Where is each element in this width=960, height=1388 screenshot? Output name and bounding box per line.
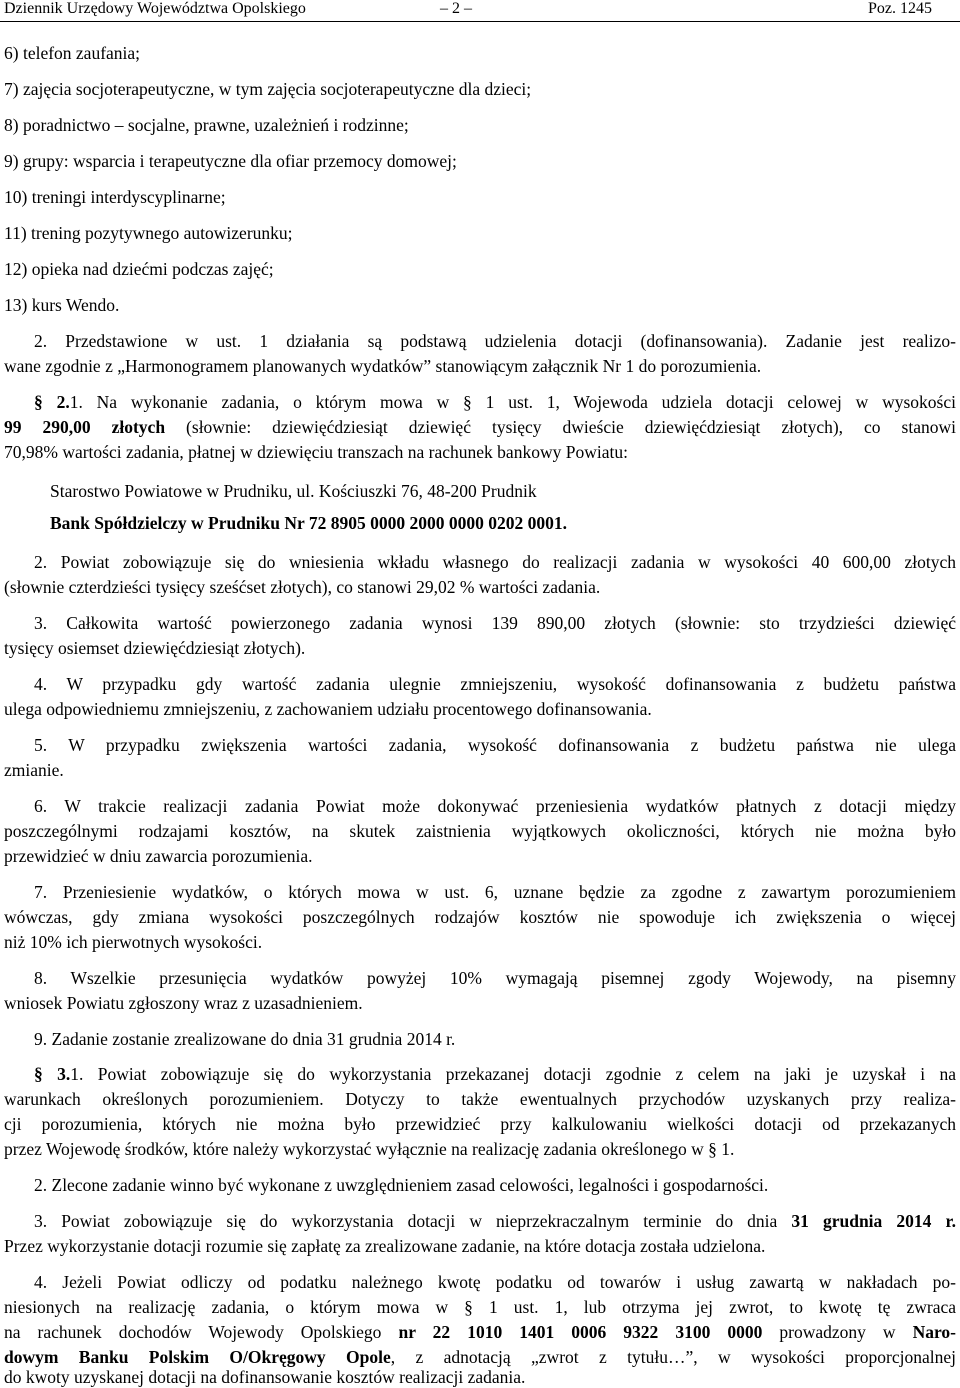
- bank-account-line: Bank Spółdzielczy w Prudniku Nr 72 8905 0000 2000 0000 0202 0001.: [50, 513, 567, 533]
- paragraph-line: 8. Wszelkie przesunięcia wydatków powyżej 10% wymagają pisemnej zgody Wojewody, na pisemny: [34, 968, 956, 988]
- list-item: 12) opieka nad dziećmi podczas zajęć;: [4, 259, 274, 279]
- paragraph-line: 5. W przypadku zwiększenia wartości zadania, wysokość dofinansowania z budżetu państwa nie ulega: [34, 735, 956, 755]
- paragraph-line: 2. Zlecone zadanie winno być wykonane z uwzględnieniem zasad celowości, legalności i gospodarności.: [34, 1175, 769, 1195]
- paragraph-line: do kwoty uzyskanej dotacji na dofinansowanie kosztów realizacji zadania.: [4, 1367, 526, 1387]
- list-item: 9) grupy: wsparcia i terapeutyczne dla ofiar przemocy domowej;: [4, 151, 457, 171]
- list-item: 8) poradnictwo – socjalne, prawne, uzależnień i rodzinne;: [4, 115, 409, 135]
- paragraph-line: 4. Jeżeli Powiat odliczy od podatku należnego kwotę podatku od towarów i usług zawartą w nakładach po-: [34, 1272, 956, 1292]
- account-number-bold: nr 22 1010 1401 0006 9322 3100 0000: [398, 1322, 763, 1342]
- paragraph-line: 6. W trakcie realizacji zadania Powiat może dokonywać przeniesienia wydatków płatnych z dotacji między: [34, 796, 956, 816]
- paragraph-line: 2. Powiat zobowiązuje się do wniesienia wkładu własnego do realizacji zadania w wysokości 40 600,00 złotych: [34, 552, 956, 572]
- paragraph-line: 3. Całkowita wartość powierzonego zadania wynosi 139 890,00 złotych (słownie: sto trzydzieści dziewięć: [34, 613, 956, 633]
- section-2-1-line: 70,98% wartości zadania, płatnej w dziewięciu transzach na rachunek bankowy Powiatu:: [4, 442, 628, 462]
- paragraph-line: Przez wykorzystanie dotacji rozumie się zapłatę za zrealizowane zadanie, na które dotacja została udzielona.: [4, 1236, 766, 1256]
- section-mark: § 2.: [34, 392, 70, 412]
- address-line: Starostwo Powiatowe w Prudniku, ul. Kościuszki 76, 48-200 Prudnik: [50, 481, 537, 501]
- paragraph-line: 3. Powiat zobowiązuje się do wykorzystania dotacji w nieprzekraczalnym terminie do dnia 31 grudnia 2014 r.: [34, 1211, 956, 1231]
- list-item: 10) treningi interdyscyplinarne;: [4, 187, 226, 207]
- paragraph-line: przez Wojewodę środków, które należy wykorzystać wyłącznie na realizację zadania określonego w § 1.: [4, 1139, 735, 1159]
- paragraph-line: 2. Przedstawione w ust. 1 działania są podstawą udzielenia dotacji (dofinansowania). Zadanie jest realizo-: [34, 331, 956, 351]
- journal-title: Dziennik Urzędowy Województwa Opolskiego: [4, 0, 306, 17]
- paragraph-line: przewidzieć w dniu zawarcia porozumienia.: [4, 846, 313, 866]
- deadline-bold: 31 grudnia 2014 r.: [791, 1211, 956, 1231]
- paragraph-line: na rachunek dochodów Wojewody Opolskiego nr 22 1010 1401 0006 9322 3100 0000 prowadzony w Naro-: [4, 1322, 957, 1342]
- paragraph-line: 7. Przeniesienie wydatków, o których mowa w ust. 6, uznane będzie za zgodne z zawartym porozumieniem: [34, 882, 956, 902]
- paragraph-line: tysięcy osiemset dziewięćdziesiąt złotych).: [4, 638, 306, 658]
- section-2-1-line: 99 290,00 złotych (słownie: dziewięćdziesiąt dziewięć tysięcy dwieście dziewięćdziesiąt złotych), co stanowi: [4, 417, 956, 437]
- paragraph-line: warunkach określonych porozumieniem. Dotyczy to także ewentualnych przychodów uzyskanych przy realiza-: [4, 1089, 956, 1109]
- page-number: – 2 –: [440, 0, 472, 17]
- paragraph-line: cji porozumienia, których nie można było przewidzieć przy kalkulowaniu wielkości dotacji od przekazanych: [4, 1114, 956, 1134]
- paragraph-line: ulega odpowiedniemu zmniejszeniu, z zachowaniem udziału procentowego dofinansowania.: [4, 699, 652, 719]
- paragraph-line: dowym Banku Polskim O/Okręgowy Opole, z adnotacją „zwrot z tytułu…”, w wysokości proporcjonalnej: [4, 1347, 956, 1367]
- list-item: 11) trening pozytywnego autowizerunku;: [4, 223, 293, 243]
- paragraph-line: 9. Zadanie zostanie zrealizowane do dnia 31 grudnia 2014 r.: [34, 1029, 456, 1049]
- paragraph-line: niesionych na realizację zadania, o którym mowa w § 1 ust. 1, lub otrzyma jej zwrot, to kwotę tę zwraca: [4, 1297, 956, 1317]
- section-2-1-line: § 2.1. Na wykonanie zadania, o którym mowa w § 1 ust. 1, Wojewoda udziela dotacji celowej w wysokości: [34, 392, 956, 412]
- position-number: Poz. 1245: [868, 0, 932, 17]
- bank-name-bold: dowym Banku Polskim O/Okręgowy Opole: [4, 1347, 391, 1367]
- list-item: 6) telefon zaufania;: [4, 43, 141, 63]
- page-header: [0, 0, 960, 20]
- list-item: 7) zajęcia socjoterapeutyczne, w tym zajęcia socjoterapeutyczne dla dzieci;: [4, 79, 532, 99]
- paragraph-line: niż 10% ich pierwotnych wysokości.: [4, 932, 263, 952]
- paragraph-line: wniosek Powiatu zgłoszony wraz z uzasadnieniem.: [4, 993, 363, 1013]
- paragraph-line: wówczas, gdy zmiana wysokości poszczególnych rodzajów kosztów nie spowoduje ich zwiększenia o więcej: [4, 907, 956, 927]
- section-3-1-line: § 3.1. Powiat zobowiązuje się do wykorzystania przekazanej dotacji zgodnie z celem na jaki je uzyskał i na: [34, 1064, 956, 1084]
- paragraph-line: 4. W przypadku gdy wartość zadania ulegnie zmniejszeniu, wysokość dofinansowania z budżetu państwa: [34, 674, 956, 694]
- section-mark: § 3.: [34, 1064, 71, 1084]
- paragraph-line: wane zgodnie z „Harmonogramem planowanych wydatków” stanowiącym załącznik Nr 1 do porozumienia.: [4, 356, 762, 376]
- paragraph-line: poszczególnymi rodzajami kosztów, na skutek zaistnienia wyjątkowych okoliczności, których nie można było: [4, 821, 956, 841]
- paragraph-line: (słownie czterdzieści tysięcy sześćset złotych), co stanowi 29,02 % wartości zadania.: [4, 577, 601, 597]
- amount-bold: 99 290,00 złotych: [4, 417, 166, 437]
- header-rule: [0, 21, 960, 22]
- list-item: 13) kurs Wendo.: [4, 295, 120, 315]
- paragraph-line: zmianie.: [4, 760, 64, 780]
